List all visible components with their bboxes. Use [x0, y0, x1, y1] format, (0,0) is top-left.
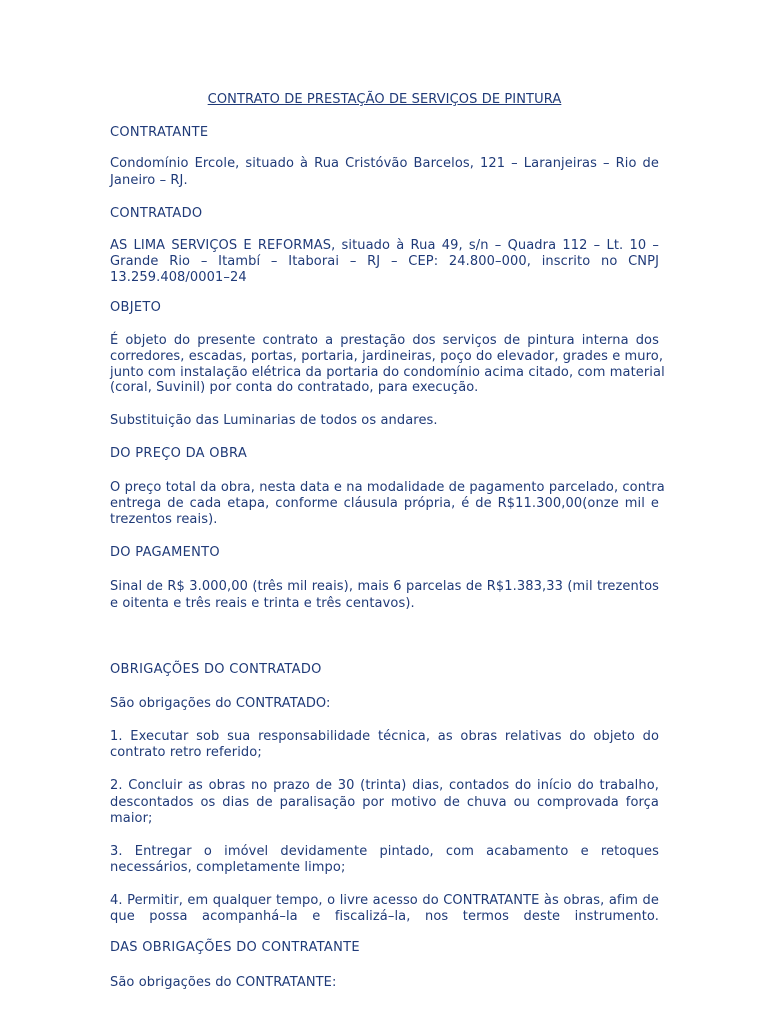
- preco-text-line: trezentos reais).: [110, 512, 218, 527]
- contratante-text-line: Condomínio Ercole, situado à Rua Cristóvão Barcelos, 121 – Laranjeiras – Rio de: [110, 156, 659, 171]
- obrigacao-item-line: contrato retro referido;: [110, 745, 262, 760]
- document-title: CONTRATO DE PRESTAÇÃO DE SERVIÇOS DE PINTURA: [207, 92, 562, 107]
- contratado-text-line: 13.259.408/0001–24: [110, 270, 247, 285]
- obrigacao-item-line: 4. Permitir, em qualquer tempo, o livre acesso do CONTRATANTE às obras, afim de: [110, 893, 659, 908]
- contratante-heading: CONTRATANTE: [110, 125, 209, 140]
- objeto-text-line: (coral, Suvinil) por conta do contratado, para execução.: [110, 380, 479, 395]
- preco-heading: DO PREÇO DA OBRA: [110, 446, 248, 461]
- obrigacao-item-line: maior;: [110, 811, 153, 826]
- objeto-heading: OBJETO: [110, 300, 162, 315]
- pagamento-text-line: e oitenta e três reais e trinta e três centavos).: [110, 596, 415, 611]
- pagamento-heading: DO PAGAMENTO: [110, 545, 220, 560]
- obrigacao-item-line: 2. Concluir as obras no prazo de 30 (trinta) dias, contados do início do trabalho,: [110, 778, 659, 793]
- obrigacoes-contratante-heading: DAS OBRIGAÇÕES DO CONTRATANTE: [110, 940, 360, 955]
- contratante-text-line: Janeiro – RJ.: [110, 173, 188, 188]
- preco-text-line: entrega de cada etapa, conforme cláusula própria, é de R$11.300,00(onze mil e: [110, 496, 659, 511]
- obrigacao-item-line: descontados os dias de paralisação por motivo de chuva ou comprovada força: [110, 795, 659, 810]
- obrigacao-item-line: 3. Entregar o imóvel devidamente pintado, com acabamento e retoques: [110, 844, 659, 859]
- obrigacoes-contratado-heading: OBRIGAÇÕES DO CONTRATADO: [110, 662, 322, 677]
- pagamento-text-line: Sinal de R$ 3.000,00 (três mil reais), mais 6 parcelas de R$1.383,33 (mil trezentos: [110, 579, 659, 594]
- obrigacao-item-line: 1. Executar sob sua responsabilidade técnica, as obras relativas do objeto do: [110, 729, 659, 744]
- substituicao-text: Substituição das Luminarias de todos os andares.: [110, 413, 438, 428]
- contratado-text-line: Grande Rio – Itambí – Itaborai – RJ – CEP: 24.800–000, inscrito no CNPJ: [110, 254, 659, 269]
- obrigacao-item-line: que possa acompanhá–la e fiscalizá–la, nos termos deste instrumento.: [110, 909, 659, 924]
- contratado-heading: CONTRATADO: [110, 206, 203, 221]
- preco-text-line: O preço total da obra, nesta data e na modalidade de pagamento parcelado, contra: [110, 480, 665, 495]
- obrigacoes-contratante-intro: São obrigações do CONTRATANTE:: [110, 975, 337, 990]
- objeto-text-line: corredores, escadas, portas, portaria, jardineiras, poço do elevador, grades e muro,: [110, 349, 664, 364]
- contratado-text-line: AS LIMA SERVIÇOS E REFORMAS, situado à Rua 49, s/n – Quadra 112 – Lt. 10 –: [110, 238, 659, 253]
- obrigacoes-contratado-intro: São obrigações do CONTRATADO:: [110, 696, 331, 711]
- obrigacao-item-line: necessários, completamente limpo;: [110, 860, 346, 875]
- objeto-text-line: junto com instalação elétrica da portaria do condomínio acima citado, com material: [110, 365, 665, 380]
- objeto-text-line: É objeto do presente contrato a prestação dos serviços de pintura interna dos: [110, 333, 659, 348]
